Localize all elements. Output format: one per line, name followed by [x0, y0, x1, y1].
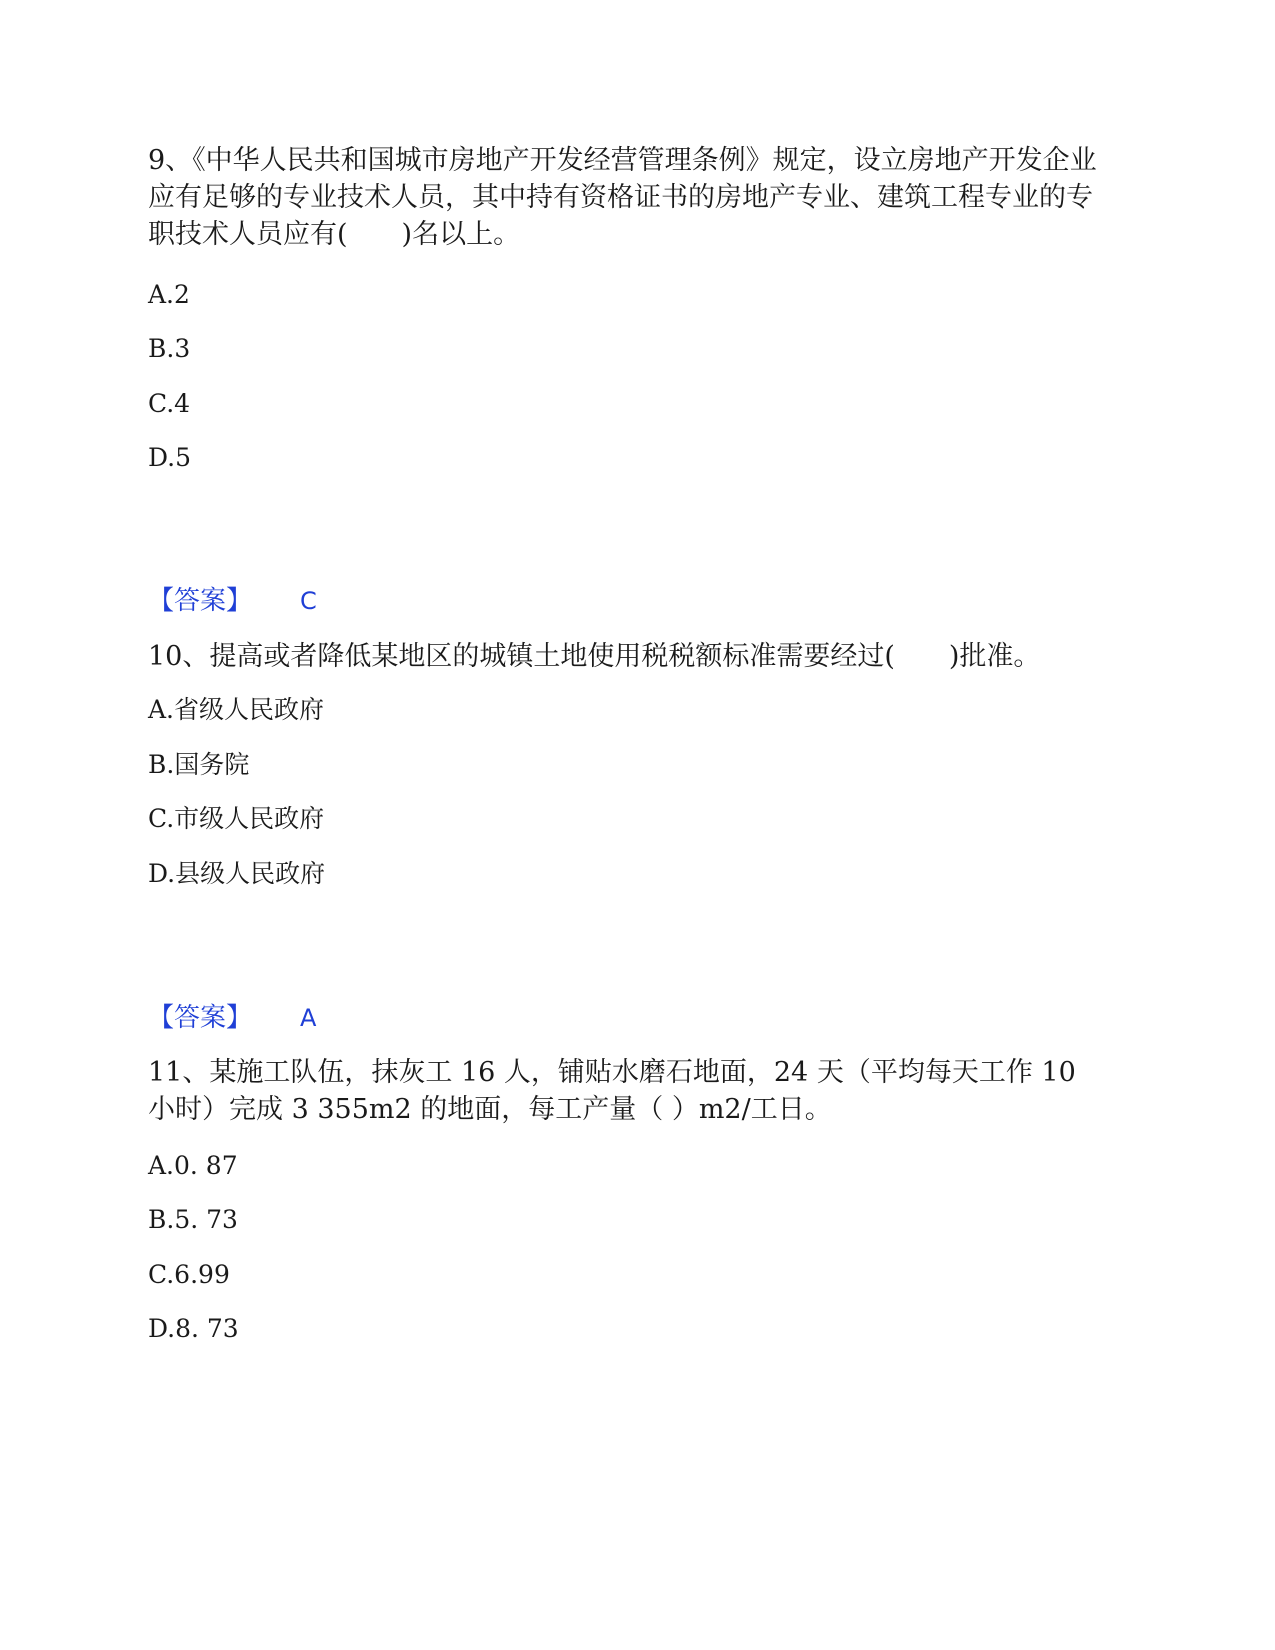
- answer-label: 【答案】: [148, 586, 253, 616]
- question-11-option-c: C.6.99: [148, 1260, 230, 1289]
- answer-value: A: [300, 1004, 317, 1032]
- question-9-option-d: D.5: [148, 443, 192, 472]
- question-11-option-d: D.8. 73: [148, 1314, 239, 1343]
- question-9-option-c: C.4: [148, 389, 191, 418]
- question-9-number: 9、: [148, 145, 193, 176]
- question-10-number: 10、: [148, 641, 210, 672]
- question-10-option-c: C.市级人民政府: [148, 804, 325, 833]
- question-9: [148, 142, 1108, 253]
- question-11-option-b: B.5. 73: [148, 1205, 238, 1234]
- question-11-text: 某施工队伍，抹灰工 16 人，铺贴水磨石地面，24 天（平均每天工作 10 小时）完成 3 355m2 的地面，每工产量（ ）m2/工日。: [148, 1057, 1076, 1125]
- question-10: [148, 638, 1108, 675]
- question-9-option-b: B.3: [148, 334, 191, 363]
- question-10-option-b: B.国务院: [148, 750, 250, 779]
- question-9-option-a: A.2: [148, 280, 190, 309]
- answer-label: 【答案】: [148, 1003, 253, 1033]
- question-11-number: 11、: [148, 1057, 210, 1088]
- question-11-option-a: A.0. 87: [148, 1151, 238, 1180]
- question-10-answer: [148, 1001, 316, 1035]
- question-10-text: 提高或者降低某地区的城镇土地使用税税额标准需要经过( )批准。: [209, 641, 1041, 672]
- question-11: [148, 1054, 1108, 1128]
- question-10-option-d: D.县级人民政府: [148, 859, 326, 888]
- question-9-text: 《中华人民共和国城市房地产开发经营管理条例》规定，设立房地产开发企业应有足够的专业技术人员，其中持有资格证书的房地产专业、建筑工程专业的专职技术人员应有( )名以上。: [148, 145, 1097, 250]
- question-9-answer: [148, 584, 317, 618]
- question-10-option-a: A.省级人民政府: [148, 695, 325, 724]
- answer-value: C: [300, 587, 317, 615]
